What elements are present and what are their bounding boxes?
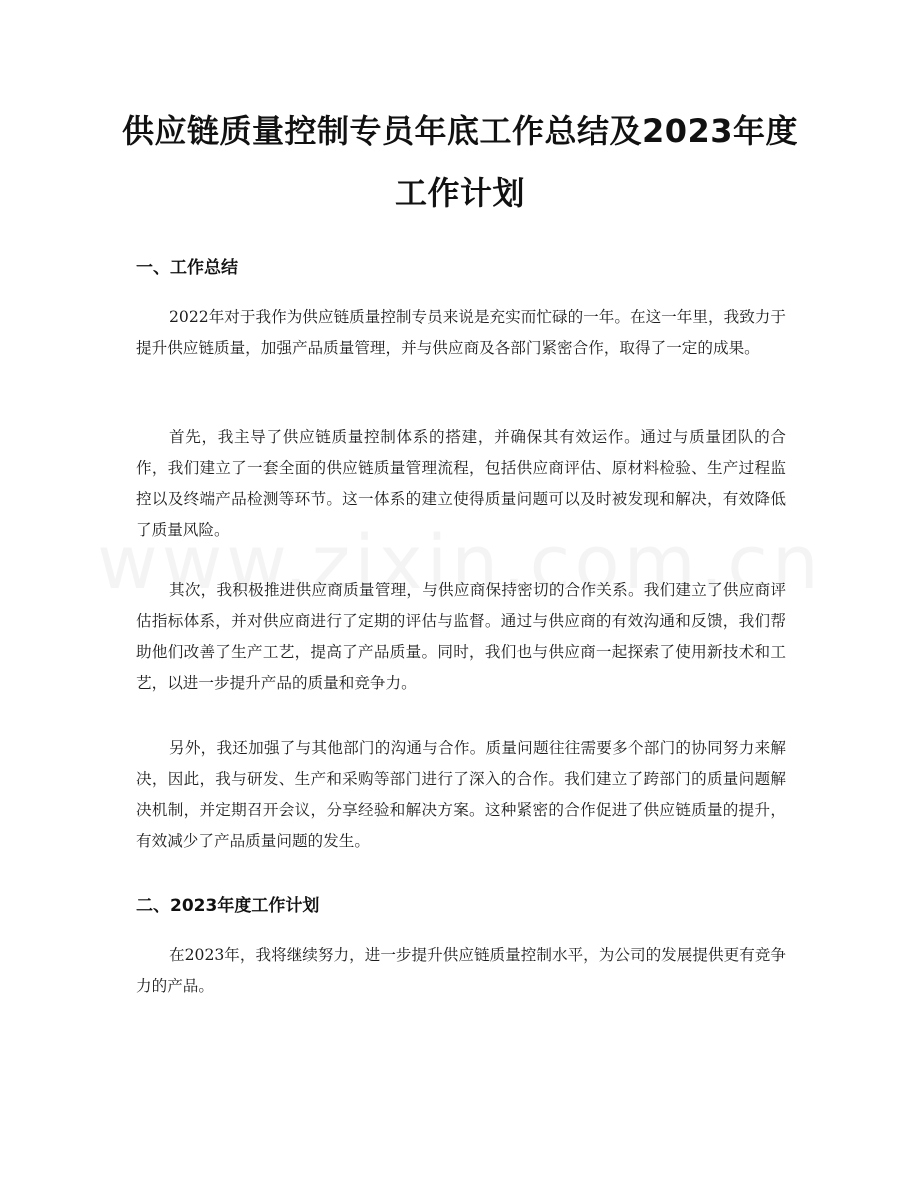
- section-heading-summary: 一、工作总结: [136, 258, 238, 278]
- plan-paragraph-1: 在2023年，我将继续努力，进一步提升供应链质量控制水平，为公司的发展提供更有竞争力的产品。: [136, 946, 786, 995]
- summary-paragraph-1: 2022年对于我作为供应链质量控制专员来说是充实而忙碌的一年。在这一年里，我致力于提升供应链质量，加强产品质量管理，并与供应商及各部门紧密合作，取得了一定的成果。: [136, 308, 786, 357]
- summary-paragraph-3: 其次，我积极推进供应商质量管理，与供应商保持密切的合作关系。我们建立了供应商评估指标体系，并对供应商进行了定期的评估与监督。通过与供应商的有效沟通和反馈，我们帮助他们改善了生产工艺，提高了产品质量。同时，我们也与供应商一起探索了使用新技术和工艺，以进一步提升产品的质量和竞争力。: [136, 581, 786, 692]
- summary-paragraph-4: 另外，我还加强了与其他部门的沟通与合作。质量问题往往需要多个部门的协同努力来解决，因此，我与研发、生产和采购等部门进行了深入的合作。我们建立了跨部门的质量问题解决机制，并定期召开会议，分享经验和解决方案。这种紧密的合作促进了供应链质量的提升，有效减少了产品质量问题的发生。: [136, 739, 786, 850]
- document-title: 供应链质量控制专员年底工作总结及2023年度工作计划: [121, 112, 799, 212]
- section-heading-plan: 二、2023年度工作计划: [136, 896, 320, 916]
- summary-paragraph-2: 首先，我主导了供应链质量控制体系的搭建，并确保其有效运作。通过与质量团队的合作，我们建立了一套全面的供应链质量管理流程，包括供应商评估、原材料检验、生产过程监控以及终端产品检测等环节。这一体系的建立使得质量问题可以及时被发现和解决，有效降低了质量风险。: [136, 428, 786, 539]
